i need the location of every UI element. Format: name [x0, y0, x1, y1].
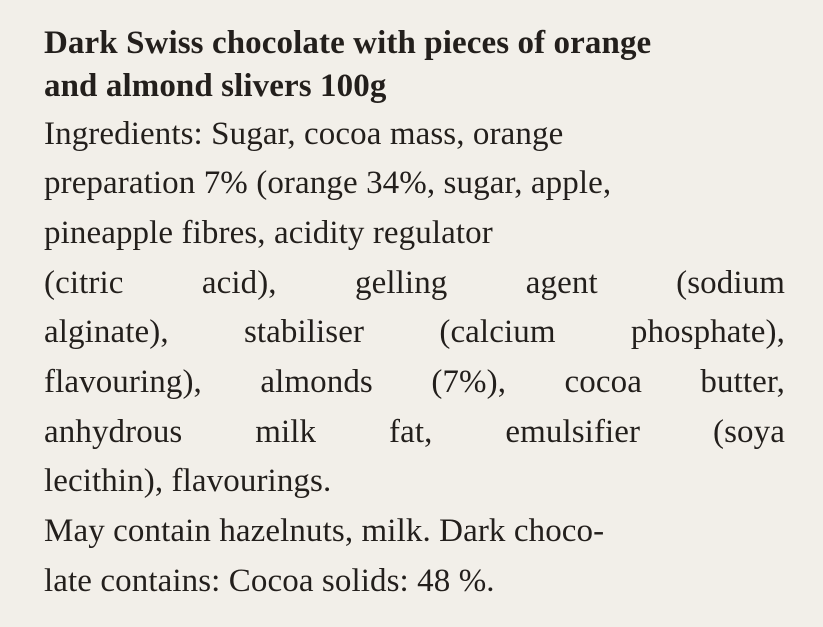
product-title [44, 22, 784, 108]
allergen-line-1: May contain hazelnuts, milk. Dark choco- [44, 513, 605, 550]
product-title-line-2: and almond slivers 100g [44, 67, 387, 104]
ingredients-line-1: Ingredients: Sugar, cocoa mass, orange [44, 115, 564, 152]
allergen-paragraph [44, 507, 785, 606]
ingredients-line-7: anhydrous milk fat, emulsifier (soya [44, 413, 785, 450]
ingredients-line-8: lecithin), flavourings. [44, 463, 332, 500]
ingredients-paragraph [44, 110, 785, 507]
ingredients-line-4: (citric acid), gelling agent (sodium [44, 264, 785, 301]
allergen-line-2: late contains: Cocoa solids: 48 %. [44, 562, 495, 599]
ingredients-line-5: alginate), stabiliser (calcium phosphate), [44, 314, 785, 351]
ingredients-line-3: pineapple fibres, acidity regulator [44, 215, 493, 252]
ingredients-line-2: preparation 7% (orange 34%, sugar, apple, [44, 165, 612, 202]
ingredients-line-6: flavouring), almonds (7%), cocoa butter, [44, 364, 785, 401]
product-title-line-1: Dark Swiss chocolate with pieces of orange [44, 25, 652, 61]
